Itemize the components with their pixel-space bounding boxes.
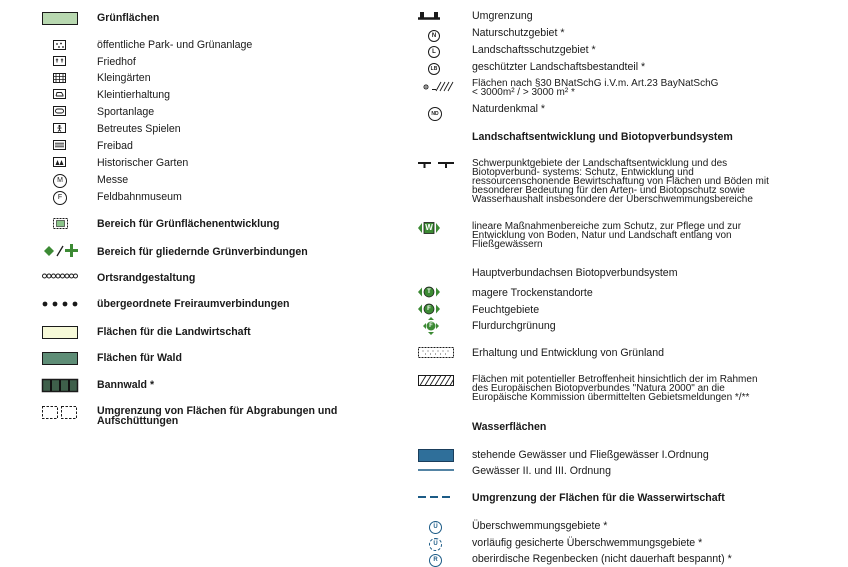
- schwerpunkt-label-line4: besonderer Bedeutung für den Arten- und Biotopschutz sowie: [472, 185, 745, 196]
- protected-biotope-symbol: [422, 80, 456, 92]
- grassland-swatch: [418, 347, 454, 359]
- lineare-label-line3: Fließgewässern: [472, 239, 543, 250]
- vorlaeufig-label: vorläufig gesicherte Überschwemmungsgebiete *: [472, 537, 703, 549]
- kleingaerten-label: Kleingärten: [97, 72, 151, 84]
- gruenland-label: Erhaltung und Entwicklung von Grünland: [472, 347, 664, 359]
- wald-label: Flächen für Wald: [97, 352, 182, 364]
- hauptverbundachsen-label: Hauptverbundachsen Biotopverbundsystem: [472, 267, 678, 279]
- schwerpunkt-label-line1: Schwerpunktgebiete der Landschaftsentwicklung und des: [472, 158, 728, 169]
- schwerpunkt-label-line3: ressourcenschonende Bewirtschaftung von Flächen und Böden mit: [472, 176, 769, 187]
- natura-label-line2: des Europäischen Biotopverbundes "Natura 2000" an die: [472, 383, 725, 394]
- betreutes-spielen-label: Betreutes Spielen: [97, 123, 181, 135]
- field-greening-glyph: F: [429, 323, 433, 329]
- flurdurchgruenung-label: Flurdurchgrünung: [472, 320, 556, 332]
- naturdenkmal-label: Naturdenkmal *: [472, 103, 546, 115]
- forest-swatch: [42, 352, 78, 366]
- messe-label: Messe: [97, 174, 129, 186]
- landschaftsschutzgebiet-label: Landschaftsschutzgebiet *: [472, 44, 596, 56]
- water-management-boundary-line: [418, 495, 454, 499]
- gliedernde-gruenverbindungen-label: Bereich für gliedernde Grünverbindungen: [97, 246, 308, 258]
- flood-area-icon: Ü: [429, 521, 442, 534]
- allotment-garden-icon: [53, 73, 67, 84]
- gruenflaechenentwicklung-label: Bereich für Grünflächenentwicklung: [97, 218, 280, 230]
- cemetery-icon: [53, 56, 67, 67]
- wasserwirtschaft-label: Umgrenzung der Flächen für die Wasserwirtschaft: [472, 492, 725, 504]
- bannwald-label: Bannwald *: [97, 379, 155, 391]
- biotope-label-line2: < 3000m² / > 3000 m² *: [472, 87, 575, 98]
- schwerpunkt-label-line5: Wasserhaushalt insbesondere der Überschwemmungsbereiche: [472, 194, 753, 205]
- agriculture-swatch: [42, 326, 78, 340]
- boundary-symbol: [418, 10, 440, 20]
- feldbahnmuseum-label: Feldbahnmuseum: [97, 191, 182, 203]
- natural-monument-icon: ND: [428, 107, 442, 121]
- open-space-connection-symbol: [42, 300, 78, 308]
- abgrabungen-label-line2: Aufschüttungen: [97, 415, 179, 427]
- linear-measure-glyph: W: [425, 223, 433, 232]
- railway-museum-icon: F: [53, 191, 67, 205]
- natura-2000-swatch: [418, 375, 454, 387]
- green-connection-icon: [43, 242, 79, 260]
- park-label: öffentliche Park- und Grünanlage: [97, 39, 253, 51]
- stehende-gewaesser-label: stehende Gewässer und Fließgewässer I.Ordnung: [472, 449, 709, 461]
- rain-basin-icon: R: [429, 554, 442, 567]
- landwirtschaft-label: Flächen für die Landwirtschaft: [97, 326, 251, 338]
- gruenflaechen-label: Grünflächen: [97, 12, 160, 24]
- umgrenzung-label: Umgrenzung: [472, 10, 533, 22]
- minor-watercourse-line: [418, 468, 454, 472]
- focus-area-boundary-symbol: [417, 160, 455, 170]
- dry-site-glyph: T: [427, 289, 431, 295]
- historic-garden-icon: [53, 157, 67, 168]
- nature-reserve-icon: N: [428, 30, 440, 42]
- naturschutzgebiet-label: Naturschutzgebiet *: [472, 27, 565, 39]
- wasserflaechen-heading: Wasserflächen: [472, 421, 547, 433]
- regenbecken-label: oberirdische Regenbecken (nicht dauerhaft bespannt) *: [472, 553, 732, 565]
- biotope-label-line1: Flächen nach §30 BNatSchG i.V.m. Art.23 BayNatSchG: [472, 78, 719, 89]
- sports-field-icon: [53, 106, 67, 117]
- natura-label-line1: Flächen mit potentieller Betroffenheit hinsichtlich der im Rahmen: [472, 374, 758, 385]
- historischer-garten-label: Historischer Garten: [97, 157, 189, 169]
- lineare-label-line2: Entwicklung von Boden, Natur und Landschaft entlang von: [472, 230, 732, 241]
- provisional-flood-area-icon: Ü: [429, 538, 442, 551]
- landschaftsbestandteil-label: geschützter Landschaftsbestandteil *: [472, 61, 646, 73]
- village-edge-symbol: [42, 272, 78, 280]
- park-icon: [53, 40, 67, 51]
- landschaftsentwicklung-heading: Landschaftsentwicklung und Biotopverbundsystem: [472, 131, 733, 143]
- wetland-glyph: F: [427, 306, 431, 312]
- abgrabungen-label-line1: Umgrenzung von Flächen für Abgrabungen und: [97, 405, 338, 417]
- standing-water-swatch: [418, 449, 454, 463]
- gewaesser-2-3-label: Gewässer II. und III. Ordnung: [472, 465, 611, 477]
- landscape-protection-icon: L: [428, 46, 440, 58]
- kleintierhaltung-label: Kleintierhaltung: [97, 89, 171, 101]
- friedhof-label: Friedhof: [97, 56, 136, 68]
- fair-icon: M: [53, 174, 67, 188]
- excavation-boundary-symbol: [42, 406, 78, 420]
- ortsrandgestaltung-label: Ortsrandgestaltung: [97, 272, 196, 284]
- freiraumverbindungen-label: übergeordnete Freiraumverbindungen: [97, 298, 290, 310]
- protected-forest-swatch: [42, 379, 78, 393]
- swimming-pool-icon: [53, 140, 67, 151]
- sportanlage-label: Sportanlage: [97, 106, 155, 118]
- natura-label-line3: Europäische Kommission übermittelten Gebietsmeldungen */**: [472, 392, 750, 403]
- lineare-label-line1: lineare Maßnahmenbereiche zum Schutz, zur Pflege und zur: [472, 221, 742, 232]
- feuchtgebiete-label: Feuchtgebiete: [472, 304, 540, 316]
- ueberschwemmung-label: Überschwemmungsgebiete *: [472, 520, 608, 532]
- small-animal-icon: [53, 89, 67, 100]
- gruenflaechen-swatch: [42, 12, 78, 26]
- playground-icon: [53, 123, 67, 134]
- green-development-icon: [53, 218, 69, 230]
- freibad-label: Freibad: [97, 140, 133, 152]
- trockenstandorte-label: magere Trockenstandorte: [472, 287, 593, 299]
- schwerpunkt-label-line2: Biotopverbund- systems: Schutz, Entwicklung und: [472, 167, 694, 178]
- protected-landscape-element-icon: LB: [428, 63, 440, 75]
